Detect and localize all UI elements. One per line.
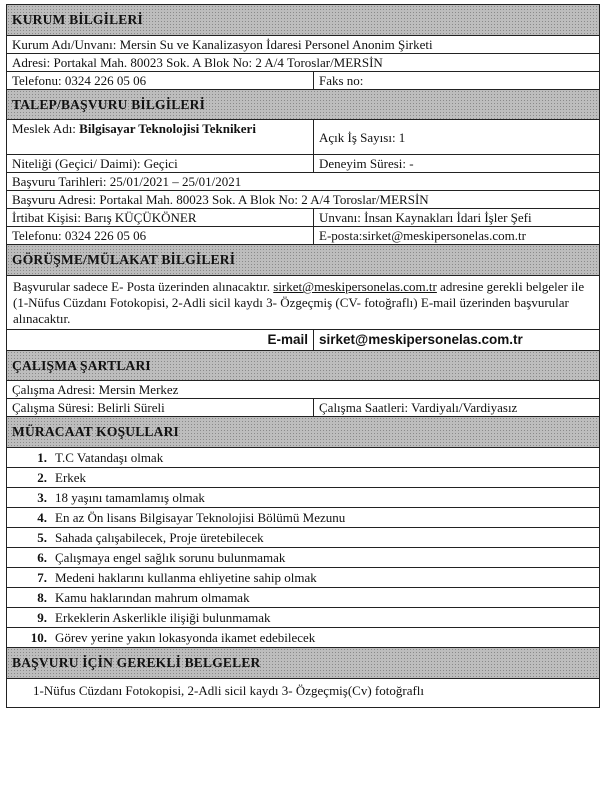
item-text: Erkeklerin Askerlikle ilişiği bulunmamak <box>55 610 271 625</box>
dates-row <box>7 173 599 191</box>
profession-value: Bilgisayar Teknolojisi Teknikeri <box>79 121 256 136</box>
application-address: Başvuru Adresi: Portakal Mah. 80023 Sok. A Blok No: 2 A/4 Toroslar/MERSİN <box>12 192 429 207</box>
conditions-heading: MÜRACAAT KOŞULLARI <box>7 417 599 448</box>
documents-text: 1-Nüfus Cüzdanı Fotokopisi, 2-Adli sicil kaydı 3- Özgeçmiş(Cv) fotoğraflı <box>33 683 425 698</box>
application-address-row <box>7 191 599 209</box>
interview-email-value: sirket@meskipersonelas.com.tr <box>313 330 599 350</box>
item-number: 2. <box>37 470 47 485</box>
item-text: Medeni haklarını kullanma ehliyetine sahip olmak <box>55 570 317 585</box>
documents-heading: BAŞVURU İÇİN GEREKLİ BELGELER <box>7 648 599 679</box>
item-text: Çalışmaya engel sağlık sorunu bulunmamak <box>55 550 286 565</box>
application-heading: TALEP/BAŞVURU BİLGİLERİ <box>7 90 599 120</box>
work-address-row <box>7 381 599 399</box>
list-item <box>7 588 599 608</box>
experience: Deneyim Süresi: - <box>313 155 599 172</box>
item-text: 18 yaşını tamamlamış olmak <box>55 490 205 505</box>
item-number: 7. <box>37 570 47 585</box>
institution-name: Kurum Adı/Unvanı: Mersin Su ve Kanalizasyon İdaresi Personel Anonim Şirketi <box>12 37 433 52</box>
institution-phone-row <box>7 72 599 90</box>
list-item <box>7 528 599 548</box>
contact-title: Unvanı: İnsan Kaynakları İdari İşler Şefi <box>313 209 599 226</box>
item-number: 5. <box>37 530 47 545</box>
interview-text <box>7 276 599 329</box>
interview-email-label: E-mail <box>267 332 308 347</box>
list-item <box>7 568 599 588</box>
contact-person: İrtibat Kişisi: Barış KÜÇÜKÖNER <box>12 210 197 225</box>
list-item <box>7 488 599 508</box>
item-number: 1. <box>37 450 47 465</box>
item-number: 10. <box>30 630 47 645</box>
contact-row <box>7 209 599 227</box>
item-text: Görev yerine yakın lokasyonda ikamet edebilecek <box>55 630 316 645</box>
application-dates: Başvuru Tarihleri: 25/01/2021 – 25/01/2021 <box>12 174 242 189</box>
list-item <box>7 628 599 647</box>
item-text: Kamu haklarından mahrum olmamak <box>55 590 250 605</box>
documents-row <box>7 679 599 707</box>
interview-email-row <box>7 330 599 351</box>
profession-row <box>7 120 599 155</box>
nature: Niteliği (Geçici/ Daimi): Geçici <box>12 156 178 171</box>
item-text: T.C Vatandaşı olmak <box>55 450 164 465</box>
open-positions: Açık İş Sayısı: 1 <box>313 120 599 154</box>
work-address: Çalışma Adresi: Mersin Merkez <box>12 382 179 397</box>
interview-email-link[interactable]: sirket@meskipersonelas.com.tr <box>273 279 437 294</box>
profession-label: Meslek Adı: <box>12 121 80 136</box>
nature-row <box>7 155 599 173</box>
institution-address: Adresi: Portakal Mah. 80023 Sok. A Blok No: 2 A/4 Toroslar/MERSİN <box>12 55 383 70</box>
work-duration-row <box>7 399 599 417</box>
profession <box>7 120 313 154</box>
institution-phone: Telefonu: 0324 226 05 06 <box>12 73 147 88</box>
list-item <box>7 508 599 528</box>
interview-text-row <box>7 276 599 330</box>
work-duration: Çalışma Süresi: Belirli Süreli <box>12 400 165 415</box>
item-number: 4. <box>37 510 47 525</box>
item-number: 8. <box>37 590 47 605</box>
interview-heading: GÖRÜŞME/MÜLAKAT BİLGİLERİ <box>7 245 599 276</box>
work-hours: Çalışma Saatleri: Vardiyalı/Vardiyasız <box>313 399 599 416</box>
institution-fax: Faks no: <box>313 72 599 89</box>
institution-name-row <box>7 36 599 54</box>
item-text: Erkek <box>55 470 87 485</box>
list-item <box>7 468 599 488</box>
application-phone: Telefonu: 0324 226 05 06 <box>12 228 147 243</box>
institution-address-row <box>7 54 599 72</box>
institution-heading: KURUM BİLGİLERİ <box>7 5 599 36</box>
interview-text-before: Başvurular sadece E- Posta üzerinden alınacaktır. <box>13 279 274 294</box>
item-text: En az Ön lisans Bilgisayar Teknolojisi Bölümü Mezunu <box>55 510 346 525</box>
interview-text-after: adresine gerekli belgeler ile (1-Nüfus Cüzdanı Fotokopisi, 2-Adli sicil kaydı 3- Özgeçmiş (CV- fotoğraflı) E-mail üzerinden başvurular alınacaktır. <box>13 279 585 326</box>
work-heading: ÇALIŞMA ŞARTLARI <box>7 351 599 381</box>
list-item <box>7 548 599 568</box>
conditions-list <box>7 448 599 648</box>
item-number: 9. <box>37 610 47 625</box>
list-item <box>7 448 599 468</box>
list-item <box>7 608 599 628</box>
job-posting-document <box>6 4 600 708</box>
application-email: E-posta:sirket@meskipersonelas.com.tr <box>313 227 599 244</box>
item-number: 3. <box>37 490 47 505</box>
application-phone-row <box>7 227 599 245</box>
item-number: 6. <box>37 550 47 565</box>
item-text: Sahada çalışabilecek, Proje üretebilecek <box>55 530 264 545</box>
